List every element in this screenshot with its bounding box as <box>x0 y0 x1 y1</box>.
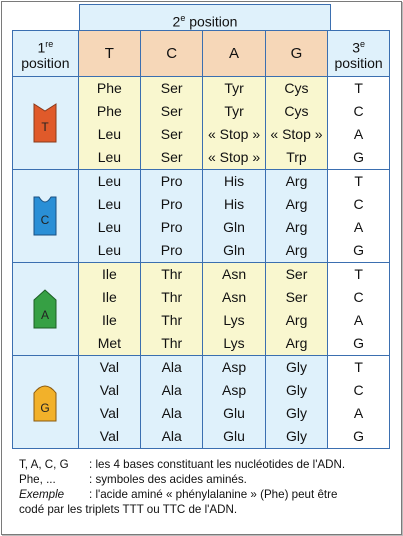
nucleotide-A-icon <box>32 288 58 330</box>
amino-acid: His <box>223 196 245 212</box>
first-base-C <box>13 170 79 263</box>
amino-acid: Ala <box>161 359 182 375</box>
base-header-C: C <box>141 31 203 77</box>
amino-acid: Thr <box>161 289 183 305</box>
third-base: G <box>353 149 365 165</box>
third-base: T <box>354 80 363 96</box>
amino-acid: Ile <box>101 266 117 282</box>
base-header-T: T <box>78 31 140 77</box>
amino-acid: Met <box>97 335 122 351</box>
codon-grid <box>12 30 390 449</box>
cell-C-C <box>141 170 203 263</box>
amino-acid: Tyr <box>224 80 244 96</box>
legend-text: : symboles des acides aminés. <box>89 473 247 486</box>
third-position-word: position <box>334 55 383 72</box>
amino-acid: Gly <box>285 428 307 444</box>
second-position-sup: e <box>180 13 186 23</box>
amino-acid: Arg <box>285 335 308 351</box>
amino-acid: Trp <box>286 149 307 165</box>
amino-acid: Pro <box>160 173 183 189</box>
amino-acid: Val <box>99 405 119 421</box>
cell-G-G <box>265 356 327 449</box>
amino-acid: Arg <box>285 242 308 258</box>
amino-acid: Pro <box>160 219 183 235</box>
amino-acid: Leu <box>97 126 122 142</box>
first-position-number: 1 <box>37 39 46 56</box>
third-base: C <box>353 289 364 305</box>
amino-acid: « Stop » <box>207 149 261 165</box>
amino-acid: Ser <box>160 103 183 119</box>
legend <box>19 457 389 517</box>
legend-line-example-cont: codé par les triplets TTT ou TTC de l'ADN. <box>19 503 238 516</box>
third-base: A <box>353 126 364 142</box>
third-position-number: 3 <box>352 39 360 56</box>
nucleotide-T-icon <box>32 102 58 144</box>
cell-A-A <box>203 263 265 356</box>
cell-G-T <box>78 356 140 449</box>
amino-acid: Pro <box>160 196 183 212</box>
legend-text: : l'acide aminé « phénylalanine » (Phe) peut être <box>89 488 338 501</box>
amino-acid: His <box>223 173 245 189</box>
amino-acid: Gly <box>285 405 307 421</box>
amino-acid: Val <box>99 359 119 375</box>
amino-acid: Gly <box>285 359 307 375</box>
cell-A-T <box>78 263 140 356</box>
codon-group-A <box>13 263 390 356</box>
amino-acid: Tyr <box>224 103 244 119</box>
legend-key: Phe, ... <box>19 473 56 486</box>
amino-acid: Asp <box>221 359 247 375</box>
third-base: A <box>353 405 364 421</box>
second-position-number: 2 <box>172 13 181 30</box>
codon-group-G <box>13 356 390 449</box>
first-position-word: position <box>21 55 70 72</box>
amino-acid: Ile <box>101 312 117 328</box>
third-position-sup: e <box>359 38 365 49</box>
cell-T-C <box>141 77 203 170</box>
legend-line-example <box>19 487 389 502</box>
amino-acid: Phe <box>96 80 122 96</box>
amino-acid: Asn <box>221 266 247 282</box>
amino-acid: Ser <box>160 126 183 142</box>
amino-acid: Leu <box>97 219 122 235</box>
cell-C-T <box>78 170 140 263</box>
cell-A-C <box>141 263 203 356</box>
third-position-header <box>328 31 390 77</box>
amino-acid: Lys <box>223 312 245 328</box>
amino-acid: Cys <box>284 80 309 96</box>
amino-acid: Asp <box>221 382 247 398</box>
cell-T-T <box>78 77 140 170</box>
amino-acid: « Stop » <box>207 126 261 142</box>
legend-line-bases <box>19 457 389 472</box>
amino-acid: Cys <box>284 103 309 119</box>
amino-acid: Pro <box>160 242 183 258</box>
amino-acid: Gly <box>285 382 307 398</box>
amino-acid: Gln <box>223 219 245 235</box>
nucleotide-G-letter: G <box>40 401 51 415</box>
third-base: T <box>354 173 363 189</box>
amino-acid: Leu <box>97 149 122 165</box>
legend-text: : les 4 bases constituant les nucléotides de l'ADN. <box>89 458 346 471</box>
cell-G-C <box>141 356 203 449</box>
base-header-G: G <box>265 31 327 77</box>
header-row <box>13 31 390 77</box>
amino-acid: Asn <box>221 289 247 305</box>
cell-T-G <box>265 77 327 170</box>
cell-A-G <box>265 263 327 356</box>
third-base-group-A <box>328 263 390 356</box>
legend-key: T, A, C, G <box>19 458 69 471</box>
amino-acid: Ser <box>285 266 308 282</box>
amino-acid: Leu <box>97 242 122 258</box>
amino-acid: Ser <box>160 80 183 96</box>
third-base: A <box>353 219 364 235</box>
first-base-G <box>13 356 79 449</box>
third-base: T <box>354 359 363 375</box>
legend-key: Exemple <box>19 488 65 501</box>
amino-acid: Ser <box>160 149 183 165</box>
amino-acid: Thr <box>161 266 183 282</box>
third-base-group-T <box>328 77 390 170</box>
third-base: C <box>353 103 364 119</box>
second-position-header <box>79 4 331 30</box>
nucleotide-T-letter: T <box>41 120 50 134</box>
amino-acid: Glu <box>223 405 245 421</box>
amino-acid: Gln <box>223 242 245 258</box>
cell-C-A <box>203 170 265 263</box>
legend-line-symbols <box>19 472 389 487</box>
amino-acid: Lys <box>223 335 245 351</box>
amino-acid: « Stop » <box>270 126 323 142</box>
third-base: T <box>354 266 363 282</box>
amino-acid: Arg <box>285 196 308 212</box>
third-base: G <box>353 335 365 351</box>
codon-group-C <box>13 170 390 263</box>
third-base-group-G <box>328 356 390 449</box>
amino-acid: Ser <box>285 289 308 305</box>
amino-acid: Thr <box>161 335 183 351</box>
base-header-A: A <box>203 31 265 77</box>
cell-C-G <box>265 170 327 263</box>
codon-group-T <box>13 77 390 170</box>
nucleotide-C-icon <box>32 195 58 237</box>
first-position-sup: re <box>45 38 54 49</box>
third-base: G <box>353 242 365 258</box>
amino-acid: Glu <box>223 428 245 444</box>
nucleotide-A-letter: A <box>41 308 50 322</box>
third-base-group-C <box>328 170 390 263</box>
third-base: A <box>353 312 364 328</box>
third-base: C <box>353 196 364 212</box>
amino-acid: Leu <box>97 173 122 189</box>
amino-acid: Val <box>99 428 119 444</box>
amino-acid: Arg <box>285 219 308 235</box>
second-position-word: position <box>185 13 238 30</box>
third-base: C <box>353 382 364 398</box>
amino-acid: Ile <box>101 289 117 305</box>
first-base-A <box>13 263 79 356</box>
cell-T-A <box>203 77 265 170</box>
amino-acid: Arg <box>285 173 308 189</box>
first-position-header <box>13 31 79 77</box>
amino-acid: Phe <box>96 103 122 119</box>
nucleotide-G-icon <box>32 381 58 423</box>
amino-acid: Arg <box>285 312 308 328</box>
amino-acid: Ala <box>161 405 182 421</box>
amino-acid: Leu <box>97 196 122 212</box>
amino-acid: Ala <box>161 382 182 398</box>
first-base-T <box>13 77 79 170</box>
amino-acid: Ala <box>161 428 182 444</box>
amino-acid: Val <box>99 382 119 398</box>
nucleotide-C-letter: C <box>41 213 50 227</box>
cell-G-A <box>203 356 265 449</box>
amino-acid: Thr <box>161 312 183 328</box>
third-base: G <box>353 428 365 444</box>
